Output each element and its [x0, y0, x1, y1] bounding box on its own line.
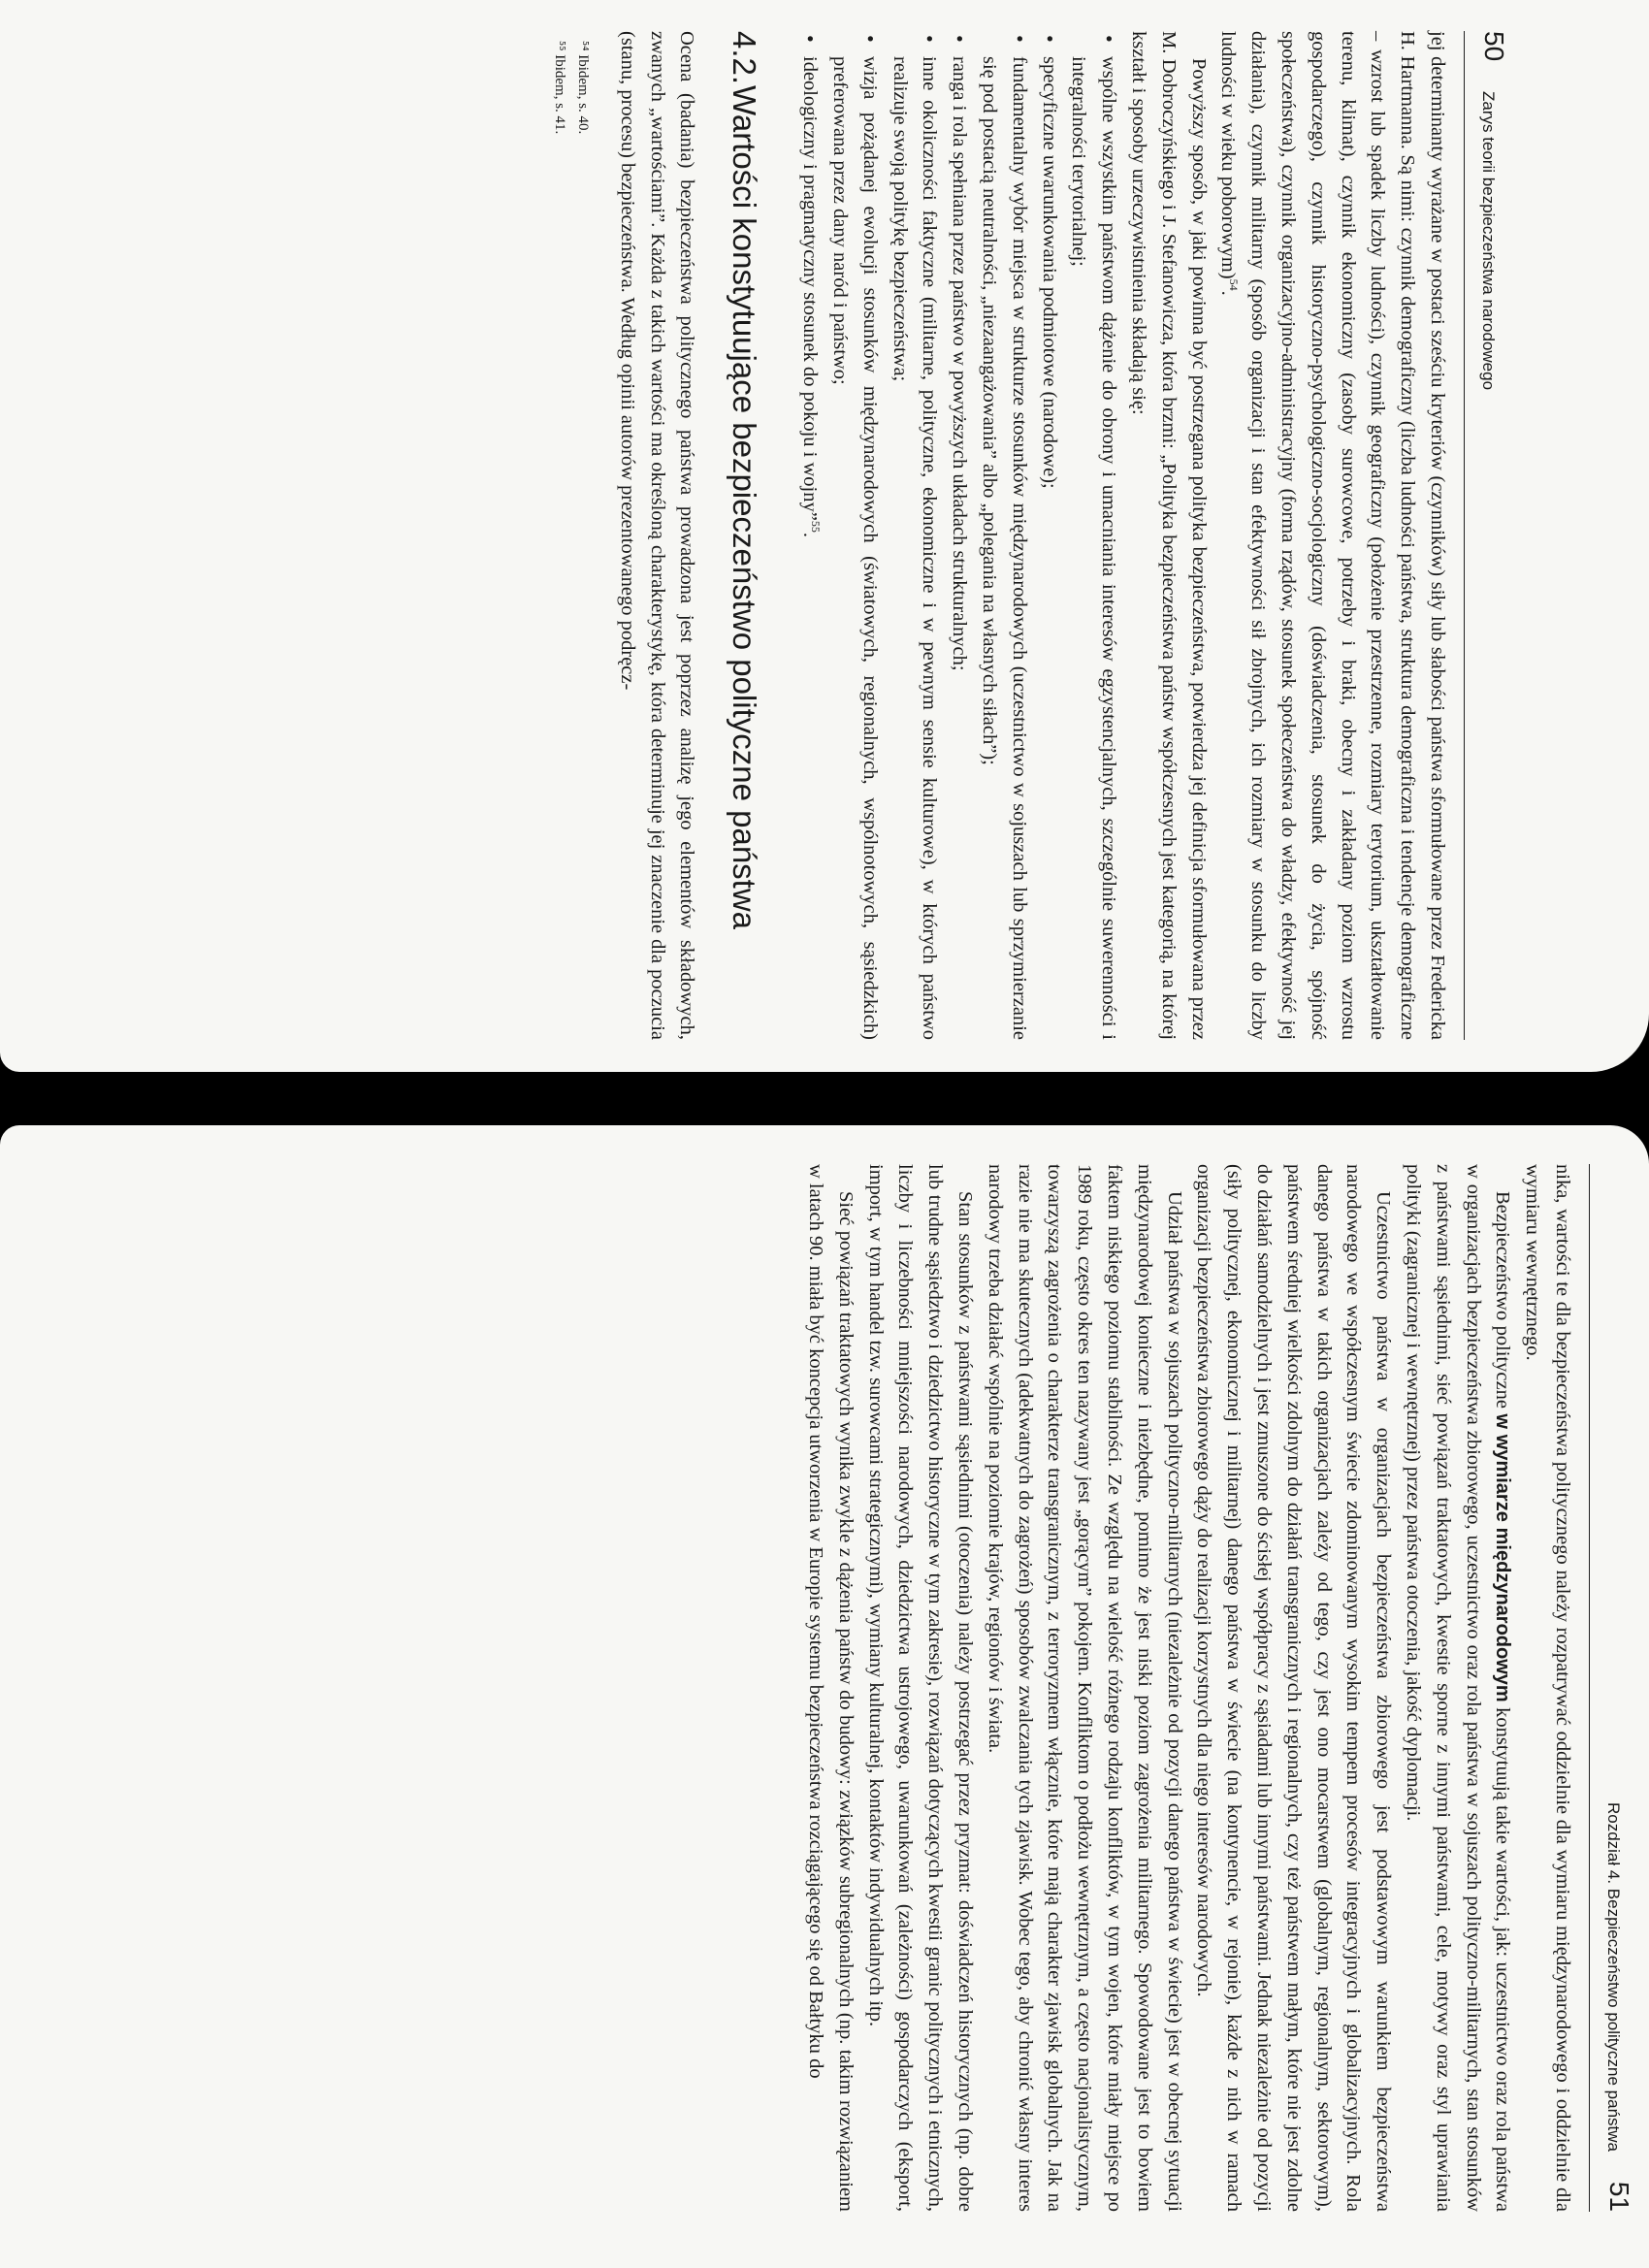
- footnote: ⁵⁴ Ibidem, s. 40.: [575, 41, 592, 135]
- running-header: [1589, 1164, 1634, 2212]
- running-header: [1464, 31, 1509, 1040]
- body-text: [548, 31, 1452, 1040]
- section-heading: [723, 31, 765, 1040]
- paragraph: Bezpieczeństwo polityczne w wymiarze międzynarodowym konstytuują takie wartości, jak: uczestnictwo oraz rola państwa w organizacjach bezpieczeństwa zbiorowego, uczestnictwo oraz rola państwa w sojuszach polityczno-militarnych, stan stosunków z państwami sąsiednimi, sieć powiązań traktatowych, kwestie sporne z innymi państwami, cele, motywy oraz styl uprawiania polityki (zagranicznej i wewnętrznej) przez państwa otoczenia, jakość dyplomacji.: [1403, 1164, 1514, 2213]
- running-title: Zarys teorii bezpieczeństwa narodowego: [1479, 91, 1498, 391]
- list-item: • ideologiczny i pragmatyczny stosunek do pokoju i wojny”$^{55}$.: [794, 56, 824, 1040]
- bullet-list: [794, 31, 1123, 1040]
- paragraph: Udział państwa w sojuszach polityczno-militarnych (niezależnie od pozycji danego państwa w świecie) jest w obecnej sytuacji międzynarodowej konieczne i niezbędne, pomimo że jest niski poziom zagrożenia militarnego. Spowodowane jest to bowiem faktem niskiego poziomu stabilności. Ze względu na wielość różnego rodzaju konfliktów, w tym wojen, które miały miejsce po 1989 roku, często okres ten nazywany jest „gorącym” pokojem. Konfliktom o podłożu wewnętrznym, a często nacjonalistycznym, towarzyszą zagrożenia o charakterze transgranicznym, z terroryzmem włącznie, które mają charakter zjawisk globalnych. Jak na razie nie ma skutecznych (adekwatnych do zagrożeń) sposobów zwalczania tych zjawisk. Wobec tego, aby chronić własny interes narodowy trzeba działać wspólnie na poziomie krajów, regionów i świata.: [984, 1164, 1185, 2212]
- list-item: • wspólne wszystkim państwom dążenie do obrony i umacniania interesów egzystencjalnych, szczególnie suwerenności i integralności terytorialnej;: [1064, 56, 1124, 1040]
- footnotes: [548, 31, 595, 1040]
- left-page-content: [413, 31, 1509, 1040]
- body-text: [800, 1164, 1577, 2212]
- paragraph: Uczestnictwo państwa w organizacjach bezpieczeństwa zbiorowego jest podstawowym warunkiem bezpieczeństwa narodowego we współczesnym świecie zdominowanym wysokim tempem procesów integracyjnych i globalizacyjnych. Rola danego państwa w takich organizacjach zależy od tego, czy jest ono mocarstwem (globalnym, regionalnym, sektorowym), państwem średniej wielkości zdolnym do działań transgranicznych i regionalnych, czy też państwem małym, które nie jest zdolne do działań samodzielnych i jest zmuszone do ścisłej współpracy z sąsiadami lub innymi państwami. Jednak niezależnie od pozycji (siły politycznej, ekonomicznej i militarnej) danego państwa w świecie (na kontynencie, w rejonie), każde z nich w ramach organizacji bezpieczeństwa zbiorowego dąży do realizacji korzystnych dla niego interesów narodowych.: [1193, 1164, 1395, 2212]
- list-item: • inne okoliczności faktyczne (militarne, polityczne, ekonomiczne i w pewnym sensie kulturowe), w których państwo realizuje swoją politykę bezpieczeństwa;: [885, 56, 945, 1040]
- list-item: • fundamentalny wybór miejsca w strukturze stosunków międzynarodowych (uczestnictwo w sojuszach lub sprzymierzanie się pod postacią neutralności, „niezaangażowania” albo „polegania na własnych siłach”);: [974, 56, 1034, 1040]
- paragraph: Powyższy sposób, w jaki powinna być postrzegana polityka bezpieczeństwa, potwierdza jej definicja sformułowana przez M. Dobroczyńskiego i J. Stefanowicza, która brzmi: „Polityka bezpieczeństwa państw współczesnych jest kategorią, na której kształt i sposoby urzeczywistnienia składają się:: [1128, 31, 1210, 1040]
- page-number: 50: [1479, 31, 1509, 62]
- paragraph: Ocena (badania) bezpieczeństwa politycznego państwa prowadzona jest poprzez analizę jego elementów składowych, zwanych „wartościami”. Każda z takich wartości ma określoną charakterystykę, która determinuje jej znaczenie dla poczucia (stanu, procesu) bezpieczeństwa. Według opinii autorów prezentowanego podręcz-: [616, 31, 698, 1040]
- right-page-sheet: [0, 1125, 1649, 2268]
- running-title: Rozdział 4. Bezpieczeństwo polityczne państwa: [1604, 1801, 1623, 2152]
- paragraph: Stan stosunków z państwami sąsiednimi (otoczenia) należy postrzegać przez pryzmat: doświadczeń historycznych (np. dobre lub trudne sąsiedztwo i dziedzictwo historyczne w tym zakresie), rozwiązań dotyczących kwestii granic politycznych i etnicznych, liczby i liczebności mniejszości narodowych, dziedzictwa ustrojowego, uwarunkowań (zależności) gospodarczych (eksport, import, w tym handel tzw. surowcami strategicznymi), wymiany kulturalnej, kontaktów indywidualnych itp.: [864, 1164, 977, 2212]
- paragraph: nika, wartości te dla bezpieczeństwa politycznego należy rozpatrywać oddzielnie dla wymiaru międzynarodowego i oddzielnie dla wymiaru wewnętrznego.: [1522, 1164, 1573, 2212]
- section-number: 4.2.: [727, 31, 763, 85]
- list-item: • specyficzne uwarunkowania podmiotowe (narodowe);: [1034, 56, 1064, 1040]
- left-page-sheet: [0, 0, 1649, 1072]
- footnote: ⁵⁵ Ibidem, s. 41.: [552, 41, 568, 135]
- footnote-ref: 54: [1227, 278, 1242, 291]
- section-title: Wartości konstytuujące bezpieczeństwo polityczne państwa: [727, 85, 763, 930]
- bold-phrase: w wymiarze międzynarodowym: [1492, 1413, 1514, 1702]
- footnote-ref: 55: [809, 520, 824, 533]
- list-item: • wizja pożądanej ewolucji stosunków międzynarodowych (światowych, regionalnych, wspólnotowych, sąsiedzkich) preferowana przez dany naród i państwo;: [824, 56, 885, 1040]
- list-item: • ranga i rola spełniana przez państwo w powyższych układach strukturalnych;: [944, 56, 974, 1040]
- paragraph: Sieć powiązań traktatowych wynika zwykle z dążenia państw do budowy: związków subregionalnych (np. takim rozwiązaniem w latach 90. miała być koncepcja utworzenia w Europie systemu bezpieczeństwa rozciągającego się od Bałtyku do: [805, 1164, 857, 2212]
- right-page-content: [529, 1164, 1634, 2212]
- paragraph: jej determinanty wyrażane w postaci sześciu kryteriów (czynników) siły lub słabości państwa sformułowane przez Fredericka H. Hartmanna. Są nimi: czynnik demograficzny (liczba ludności państwa, struktura demograficzna i tendencje demograficzne – wzrost lub spadek liczby ludności), czynnik geograficzny (położenie przestrzenne, rozmiary terytorium, ukształtowanie terenu, klimat), czynnik ekonomiczny (zasoby surowcowe, potrzeby i braki, obecny i zakładany poziom wzrostu gospodarczego), czynnik historyczno-psychologiczno-socjologiczny (doświadczenia, stosunek do życia, spójność społeczeństwa), czynnik organizacyjno-administracyjny (forma rządów, stosunek społeczeństwa do władzy, efektywność jej działania), czynnik militarny (sposób organizacji i stan efektywności sił zbrojnych, ich rozmiary w stosunku do liczby ludności w wieku poborowym)$^{54}$.: [1217, 31, 1448, 1040]
- page-number: 51: [1604, 2181, 1634, 2212]
